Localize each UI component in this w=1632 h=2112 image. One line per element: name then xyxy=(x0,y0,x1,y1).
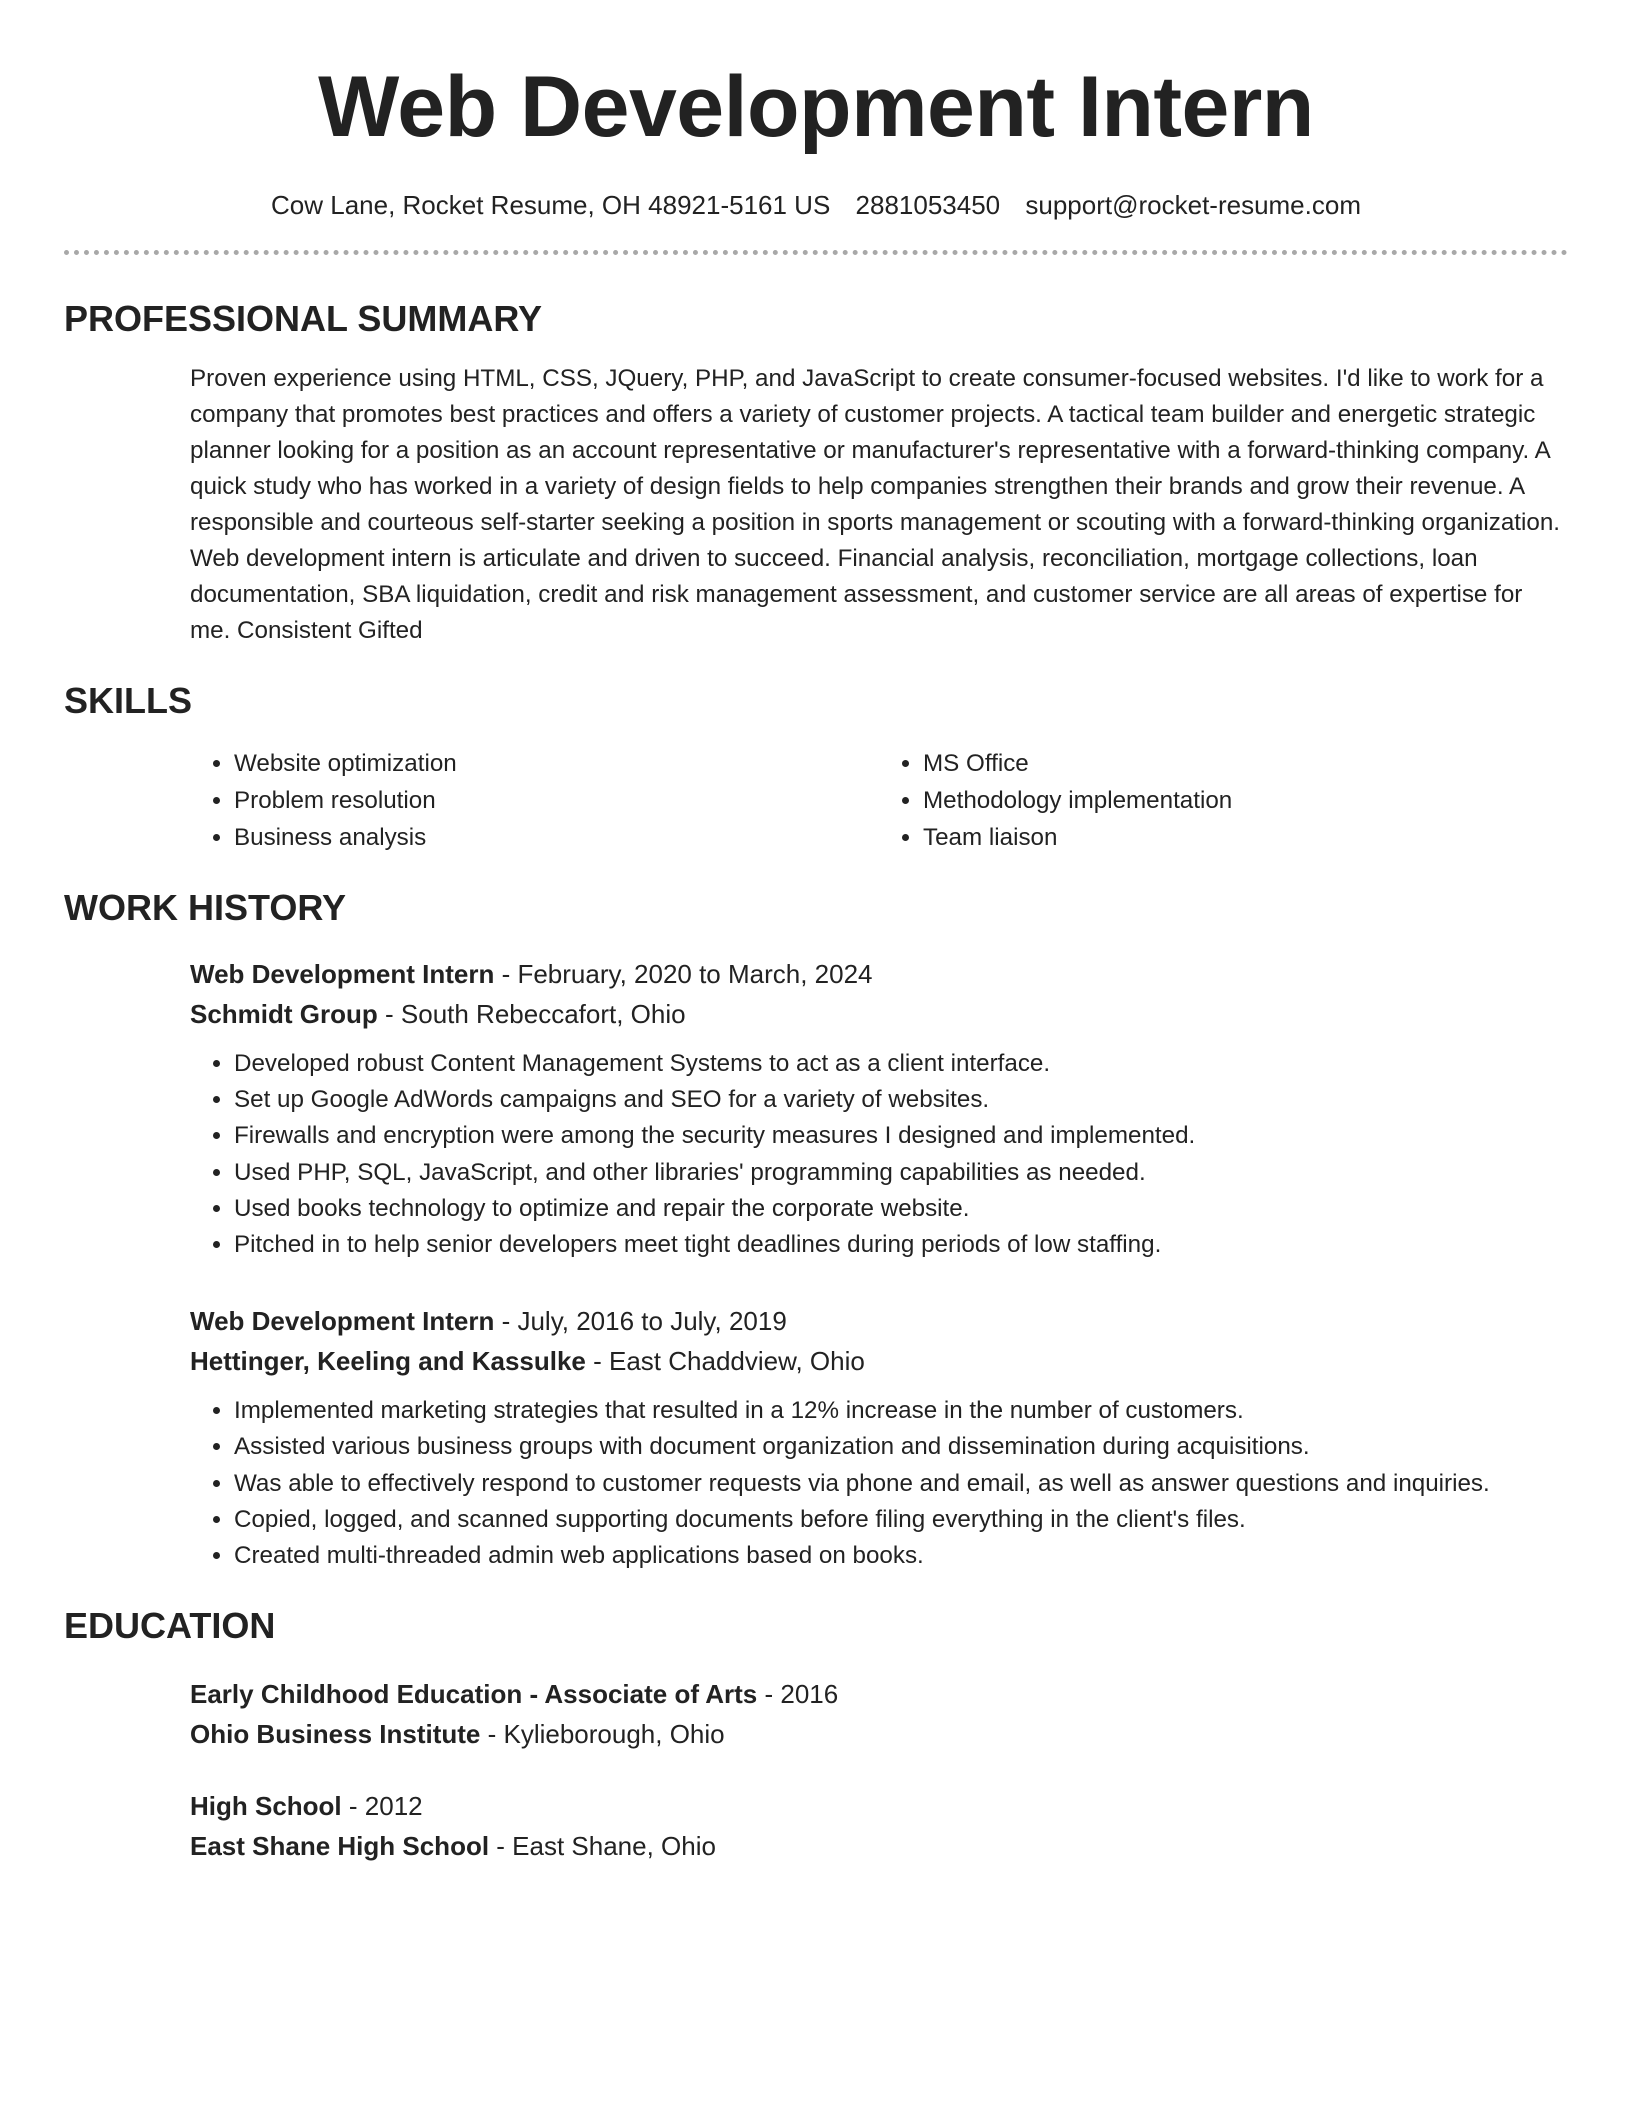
education-school-line xyxy=(190,1826,1568,1866)
education-school-line xyxy=(190,1714,1568,1754)
job-duty: • Implemented marketing strategies that resulted in a 12% increase in the number of customers. xyxy=(234,1393,1568,1429)
education-entry xyxy=(190,1674,1568,1754)
job-duties xyxy=(190,1046,1568,1263)
education-degree: Early Childhood Education - Associate of Arts xyxy=(190,1679,758,1710)
phone: 2881053450 xyxy=(855,190,1001,220)
section-title-work-history: WORK HISTORY xyxy=(64,887,347,928)
job-duties xyxy=(190,1393,1568,1574)
job-entry xyxy=(190,954,1568,1263)
education-location: - Kylieborough, Ohio xyxy=(480,1719,725,1750)
job-duty: • Developed robust Content Management Systems to act as a client interface. xyxy=(234,1046,1568,1082)
job-duty: • Firewalls and encryption were among the security measures I designed and implemented. xyxy=(234,1118,1568,1154)
education-location: - East Shane, Ohio xyxy=(489,1831,716,1862)
job-duty: • Set up Google AdWords campaigns and SEO for a variety of websites. xyxy=(234,1082,1568,1118)
skill-item: • Business analysis xyxy=(234,819,879,856)
job-company: Hettinger, Keeling and Kassulke xyxy=(190,1346,586,1377)
candidate-name: Web Development Intern xyxy=(318,59,1314,155)
skill-item: • Methodology implementation xyxy=(923,782,1568,819)
education-degree: High School xyxy=(190,1791,342,1822)
section-title-skills: SKILLS xyxy=(64,680,193,721)
job-duty: • Pitched in to help senior developers meet tight deadlines during periods of low staffing. xyxy=(234,1227,1568,1263)
job-duty: • Used PHP, SQL, JavaScript, and other libraries' programming capabilities as needed. xyxy=(234,1155,1568,1191)
skill-item: • MS Office xyxy=(923,745,1568,782)
skills-grid xyxy=(190,745,1568,856)
job-entry xyxy=(190,1301,1568,1574)
job-title-line xyxy=(190,1301,1568,1341)
skill-item: • Team liaison xyxy=(923,819,1568,856)
skill-item: • Problem resolution xyxy=(234,782,879,819)
job-duty: • Copied, logged, and scanned supporting documents before filing everything in the client's files. xyxy=(234,1502,1568,1538)
education-school: Ohio Business Institute xyxy=(190,1719,481,1750)
education-entry xyxy=(190,1786,1568,1866)
job-company-line xyxy=(190,994,1568,1034)
job-duty: • Was able to effectively respond to customer requests via phone and email, as well as answer questions and inquiries. xyxy=(234,1466,1568,1502)
job-location: - South Rebeccafort, Ohio xyxy=(377,999,686,1029)
education-school: East Shane High School xyxy=(190,1831,490,1862)
job-duty: • Created multi-threaded admin web applications based on books. xyxy=(234,1538,1568,1574)
education-year: - 2012 xyxy=(341,1791,423,1822)
job-role: Web Development Intern xyxy=(190,959,495,989)
education-degree-line xyxy=(190,1786,1568,1826)
job-dates: - July, 2016 to July, 2019 xyxy=(494,1306,787,1337)
job-title-line xyxy=(190,954,1568,994)
skills-list-right xyxy=(879,745,1568,856)
job-duty: • Assisted various business groups with document organization and dissemination during acquisitions. xyxy=(234,1429,1568,1465)
address: Cow Lane, Rocket Resume, OH 48921-5161 US xyxy=(271,190,831,220)
job-role: Web Development Intern xyxy=(190,1306,495,1337)
contact-line xyxy=(64,188,1568,222)
job-dates: - February, 2020 to March, 2024 xyxy=(494,959,873,989)
skill-item: • Website optimization xyxy=(234,745,879,782)
skills-list-left xyxy=(190,745,879,856)
section-title-summary: PROFESSIONAL SUMMARY xyxy=(64,298,543,339)
summary-text: Proven experience using HTML, CSS, JQuery, PHP, and JavaScript to create consumer-focused websites. I'd like to work for a company that promotes best practices and offers a variety of customer projects. A tactical team builder and energetic strategic planner looking for a position as an account representative or manufacturer's representative with a forward-thinking company. A quick study who has worked in a variety of design fields to help companies strengthen their brands and grow their revenue. A responsible and courteous self-starter seeking a position in sports management or scouting with a forward-thinking organization. Web development intern is articulate and driven to succeed. Financial analysis, reconciliation, mortgage collections, loan documentation, SBA liquidation, credit and risk management assessment, and customer service are all areas of expertise for me. Consistent Gifted xyxy=(190,365,1561,644)
job-company: Schmidt Group xyxy=(190,999,378,1029)
email: support@rocket-resume.com xyxy=(1025,190,1361,220)
job-company-line xyxy=(190,1341,1568,1381)
job-location: - East Chaddview, Ohio xyxy=(585,1346,865,1377)
section-title-education: EDUCATION xyxy=(64,1605,276,1647)
header-divider xyxy=(64,250,1568,255)
education-degree-line xyxy=(190,1674,1568,1714)
education-year: - 2016 xyxy=(757,1679,839,1710)
job-duty: • Used books technology to optimize and repair the corporate website. xyxy=(234,1191,1568,1227)
